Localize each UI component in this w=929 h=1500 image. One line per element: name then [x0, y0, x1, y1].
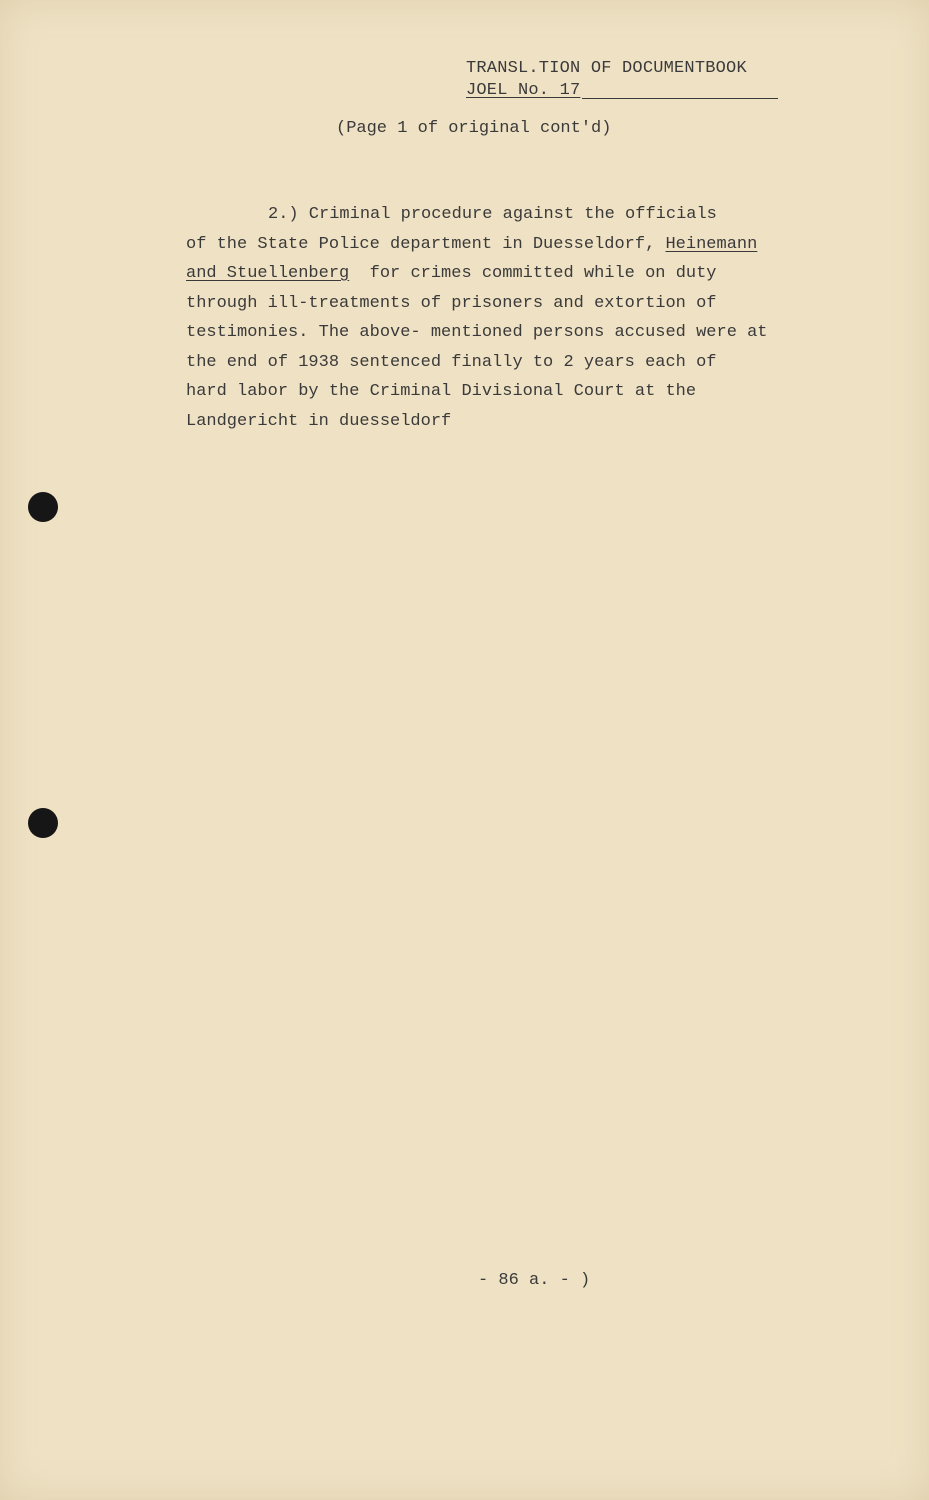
punch-hole — [28, 492, 58, 522]
body-line: and Stuellenberg for crimes committed while on duty — [186, 264, 717, 283]
underlined-name: Heinemann — [665, 234, 758, 254]
page-number: - 86 a. - ) — [478, 1271, 591, 1290]
header-book-line — [466, 80, 778, 102]
header-book-number: JOEL No. 17 — [466, 81, 581, 100]
header-title: TRANSL.TION OF DOCUMENTBOOK — [466, 59, 747, 78]
body-line: the end of 1938 sentenced finally to 2 years each of — [186, 352, 717, 372]
page-subheading: (Page 1 of original cont'd) — [336, 119, 612, 138]
body-line: Landgericht in duesseldorf — [186, 411, 452, 431]
body-paragraph — [186, 200, 876, 436]
underlined-name: and Stuellenberg — [186, 264, 350, 283]
body-line: testimonies. The above- mentioned persons accused were at — [186, 323, 768, 342]
body-line: through ill-treatments of prisoners and extortion of — [186, 293, 717, 313]
body-line: of the State Police department in Duesseldorf, Heinemann — [186, 234, 758, 254]
body-line: hard labor by the Criminal Divisional Court at the — [186, 382, 697, 401]
header-underline — [582, 98, 778, 99]
punch-hole — [28, 808, 58, 838]
document-header — [466, 58, 778, 102]
body-line: 2.) Criminal procedure against the officials — [268, 205, 717, 224]
